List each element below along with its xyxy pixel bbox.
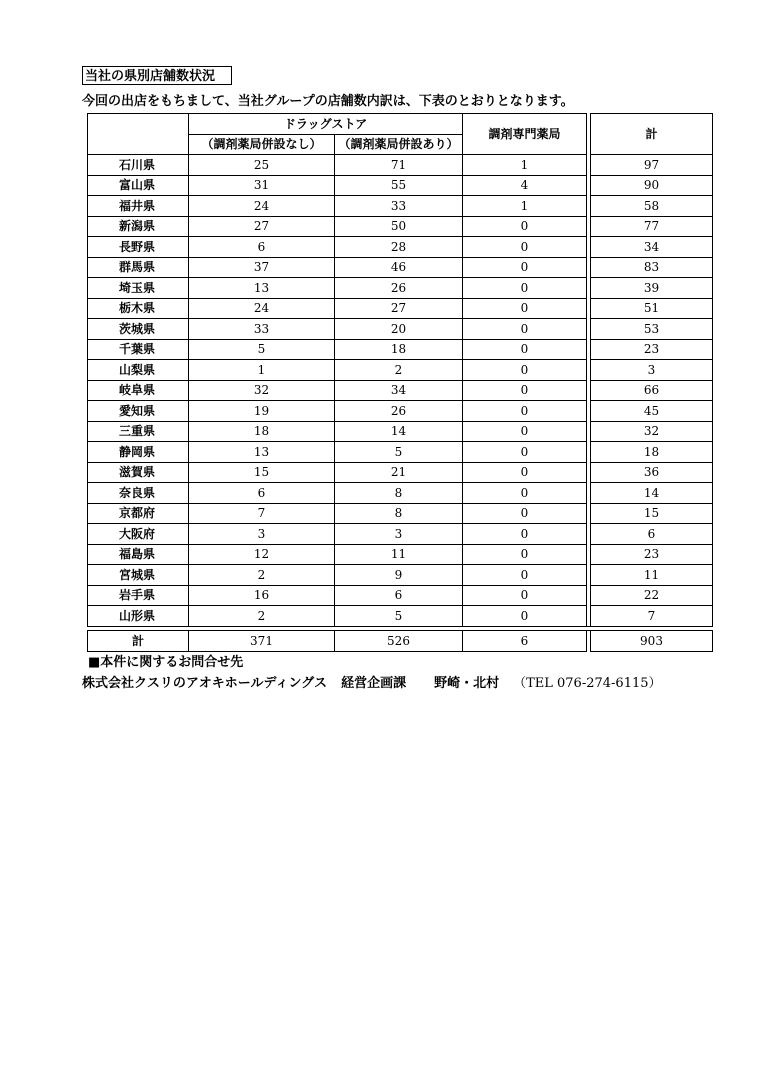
count-total: 53 [591,319,713,340]
table-row [88,278,713,299]
table-row [88,319,713,340]
count-pharmacy-only: 0 [463,401,587,422]
table-row [88,421,713,442]
count-pharmacy-only: 0 [463,524,587,545]
table-row [88,462,713,483]
count-total: 97 [591,155,713,176]
count-pharmacy-only: 0 [463,606,587,627]
totals-row [88,630,713,651]
count-with-pharmacy: 33 [335,196,463,217]
count-without-pharmacy: 7 [189,503,335,524]
prefecture-name: 岐阜県 [88,380,189,401]
count-with-pharmacy: 18 [335,339,463,360]
count-pharmacy-only: 0 [463,360,587,381]
prefecture-name: 栃木県 [88,298,189,319]
count-pharmacy-only: 1 [463,155,587,176]
count-pharmacy-only: 0 [463,585,587,606]
count-without-pharmacy: 24 [189,196,335,217]
count-without-pharmacy: 2 [189,606,335,627]
store-count-table [87,113,713,652]
count-total: 45 [591,401,713,422]
count-with-pharmacy: 26 [335,401,463,422]
table-row [88,503,713,524]
count-with-pharmacy: 8 [335,483,463,504]
table-row [88,175,713,196]
count-without-pharmacy: 18 [189,421,335,442]
count-pharmacy-only: 1 [463,196,587,217]
count-with-pharmacy: 21 [335,462,463,483]
contact-department: 経営企画課 [341,676,407,691]
count-with-pharmacy: 46 [335,257,463,278]
count-without-pharmacy: 6 [189,483,335,504]
table-row [88,565,713,586]
total-with-pharmacy: 526 [335,630,463,651]
table-row [88,606,713,627]
header-with-pharmacy: （調剤薬局併設あり） [335,134,463,155]
count-pharmacy-only: 0 [463,565,587,586]
count-with-pharmacy: 71 [335,155,463,176]
count-total: 18 [591,442,713,463]
total-pharmacy-only: 6 [463,630,587,651]
count-without-pharmacy: 2 [189,565,335,586]
count-with-pharmacy: 50 [335,216,463,237]
count-pharmacy-only: 4 [463,175,587,196]
count-with-pharmacy: 34 [335,380,463,401]
grand-total: 903 [591,630,713,651]
count-with-pharmacy: 9 [335,565,463,586]
count-pharmacy-only: 0 [463,319,587,340]
count-total: 83 [591,257,713,278]
count-without-pharmacy: 16 [189,585,335,606]
header-drugstore: ドラッグストア [189,114,463,135]
prefecture-name: 富山県 [88,175,189,196]
prefecture-name: 埼玉県 [88,278,189,299]
table-row [88,380,713,401]
count-pharmacy-only: 0 [463,339,587,360]
count-pharmacy-only: 0 [463,278,587,299]
count-pharmacy-only: 0 [463,216,587,237]
intro-text: 今回の出店をもちまして、当社グループの店舗数内訳は、下表のとおりとなります。 [82,94,574,109]
prefecture-name: 愛知県 [88,401,189,422]
table-row [88,544,713,565]
prefecture-name: 滋賀県 [88,462,189,483]
count-pharmacy-only: 0 [463,503,587,524]
count-with-pharmacy: 11 [335,544,463,565]
prefecture-name: 長野県 [88,237,189,258]
table-row [88,483,713,504]
count-total: 51 [591,298,713,319]
table-row [88,155,713,176]
count-pharmacy-only: 0 [463,380,587,401]
table-row [88,237,713,258]
header-row-1 [88,114,713,135]
count-total: 7 [591,606,713,627]
count-with-pharmacy: 26 [335,278,463,299]
count-total: 11 [591,565,713,586]
count-without-pharmacy: 19 [189,401,335,422]
totals-label: 計 [88,630,189,651]
count-pharmacy-only: 0 [463,298,587,319]
count-without-pharmacy: 37 [189,257,335,278]
total-without-pharmacy: 371 [189,630,335,651]
count-with-pharmacy: 20 [335,319,463,340]
count-with-pharmacy: 55 [335,175,463,196]
count-without-pharmacy: 15 [189,462,335,483]
count-without-pharmacy: 32 [189,380,335,401]
count-pharmacy-only: 0 [463,257,587,278]
count-total: 23 [591,339,713,360]
count-total: 66 [591,380,713,401]
table-row [88,585,713,606]
prefecture-name: 大阪府 [88,524,189,545]
prefecture-name: 山形県 [88,606,189,627]
prefecture-name: 京都府 [88,503,189,524]
count-with-pharmacy: 3 [335,524,463,545]
count-without-pharmacy: 12 [189,544,335,565]
prefecture-name: 静岡県 [88,442,189,463]
count-pharmacy-only: 0 [463,237,587,258]
table-row [88,216,713,237]
table-body [88,114,713,652]
count-without-pharmacy: 31 [189,175,335,196]
count-total: 77 [591,216,713,237]
prefecture-name: 群馬県 [88,257,189,278]
table-row [88,339,713,360]
table-row [88,360,713,381]
table-row [88,257,713,278]
count-with-pharmacy: 28 [335,237,463,258]
contact-heading: ■本件に関するお問合せ先 [88,655,244,670]
contact-company: 株式会社クスリのアオキホールディングス [82,676,328,691]
count-without-pharmacy: 6 [189,237,335,258]
prefecture-name: 茨城県 [88,319,189,340]
contact-tel: （TEL 076-274-6115） [513,676,662,691]
prefecture-name: 三重県 [88,421,189,442]
count-without-pharmacy: 13 [189,442,335,463]
prefecture-name: 新潟県 [88,216,189,237]
count-total: 23 [591,544,713,565]
count-with-pharmacy: 27 [335,298,463,319]
prefecture-name: 石川県 [88,155,189,176]
contact-line [82,676,662,692]
prefecture-name: 福井県 [88,196,189,217]
header-total: 計 [591,114,713,155]
contact-persons: 野崎・北村 [434,676,500,691]
count-total: 22 [591,585,713,606]
count-pharmacy-only: 0 [463,544,587,565]
count-total: 14 [591,483,713,504]
count-pharmacy-only: 0 [463,421,587,442]
count-pharmacy-only: 0 [463,483,587,504]
count-total: 15 [591,503,713,524]
count-with-pharmacy: 5 [335,442,463,463]
count-without-pharmacy: 33 [189,319,335,340]
count-total: 36 [591,462,713,483]
count-without-pharmacy: 24 [189,298,335,319]
prefecture-name: 宮城県 [88,565,189,586]
count-with-pharmacy: 6 [335,585,463,606]
count-total: 34 [591,237,713,258]
count-without-pharmacy: 13 [189,278,335,299]
count-without-pharmacy: 5 [189,339,335,360]
count-with-pharmacy: 5 [335,606,463,627]
prefecture-name: 奈良県 [88,483,189,504]
table-row [88,524,713,545]
count-total: 39 [591,278,713,299]
count-with-pharmacy: 2 [335,360,463,381]
header-prefecture-cell [88,114,189,155]
count-total: 90 [591,175,713,196]
prefecture-name: 福島県 [88,544,189,565]
count-without-pharmacy: 3 [189,524,335,545]
count-total: 6 [591,524,713,545]
count-pharmacy-only: 0 [463,462,587,483]
prefecture-name: 山梨県 [88,360,189,381]
table-row [88,196,713,217]
count-with-pharmacy: 14 [335,421,463,442]
count-total: 58 [591,196,713,217]
prefecture-name: 千葉県 [88,339,189,360]
table-row [88,298,713,319]
header-without-pharmacy: （調剤薬局併設なし） [189,134,335,155]
count-total: 32 [591,421,713,442]
table-row [88,401,713,422]
count-total: 3 [591,360,713,381]
document-title: 当社の県別店舗数状況 [82,66,232,85]
prefecture-name: 岩手県 [88,585,189,606]
count-without-pharmacy: 27 [189,216,335,237]
header-pharmacy-only: 調剤専門薬局 [463,114,587,155]
count-with-pharmacy: 8 [335,503,463,524]
table-row [88,442,713,463]
count-without-pharmacy: 1 [189,360,335,381]
count-pharmacy-only: 0 [463,442,587,463]
count-without-pharmacy: 25 [189,155,335,176]
